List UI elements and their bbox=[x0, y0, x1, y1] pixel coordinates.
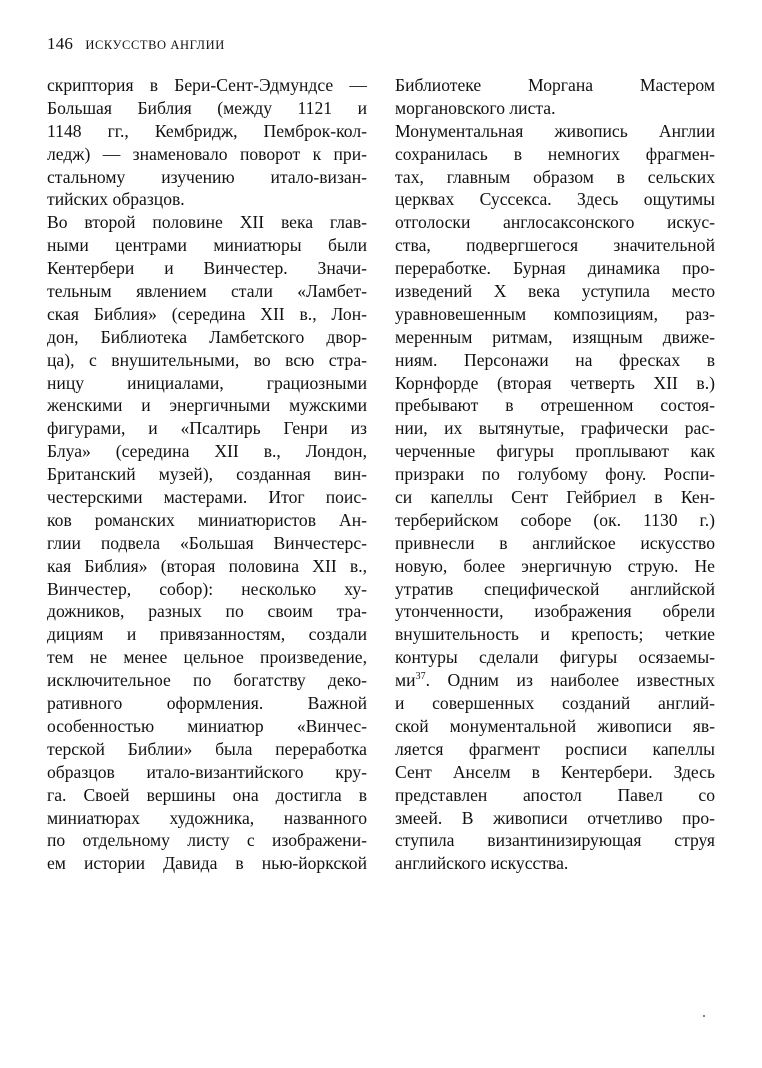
text-line: тийских образцов. bbox=[47, 189, 185, 210]
text-fragment: . Одним из наиболее известных bbox=[425, 670, 715, 691]
text-line: ными центрами миниатюры были bbox=[47, 235, 367, 256]
text-line: тельным явлением стали «Ламбет- bbox=[47, 281, 367, 302]
text-line: новую, более энергичную струю. Не bbox=[395, 555, 715, 576]
text-line: нии, их вытянутые, графически рас- bbox=[395, 418, 715, 439]
right-text-column bbox=[395, 74, 715, 875]
text-line: га. Своей вершины она достигла в bbox=[47, 784, 367, 805]
text-line: утонченности, изображения обрели bbox=[395, 601, 715, 622]
text-line: Сент Анселм в Кентербери. Здесь bbox=[395, 761, 715, 782]
text-fragment: ми bbox=[395, 670, 416, 691]
text-line: кая Библия» (вторая половина XII в., bbox=[47, 555, 367, 576]
text-line: образцов итало-византийского кру- bbox=[47, 761, 367, 782]
page-number: 146 bbox=[47, 34, 74, 53]
print-speck bbox=[703, 1015, 705, 1017]
text-line: дон, Библиотека Ламбетского двор- bbox=[47, 326, 367, 347]
text-line: черченные фигуры проплывают как bbox=[395, 441, 715, 462]
text-line: ницу инициалами, грациозными bbox=[47, 372, 367, 393]
text-line: английского искусства. bbox=[395, 853, 569, 874]
running-header bbox=[47, 34, 225, 54]
text-line: стальному изучению итало-визан- bbox=[47, 166, 367, 187]
text-line: ской монументальной живописи яв- bbox=[395, 715, 715, 736]
text-line: утратив специфической английской bbox=[395, 578, 715, 599]
text-line: Библиотеке Моргана Мастером bbox=[395, 75, 715, 95]
text-line: церквах Суссекса. Здесь ощутимы bbox=[395, 189, 715, 210]
text-line: Кентербери и Винчестер. Значи- bbox=[47, 258, 367, 279]
text-line: Блуа» (середина XII в., Лондон, bbox=[47, 441, 367, 462]
text-line: тем не менее цельное произведение, bbox=[47, 647, 367, 668]
text-line: ства, подвергшегося значительной bbox=[395, 235, 715, 256]
text-line: 1148 гг., Кембридж, Пемброк-кол- bbox=[47, 120, 367, 141]
text-line: ниям. Персонажи на фресках в bbox=[395, 349, 715, 370]
text-line: привнесли в английское искусство bbox=[395, 532, 715, 553]
text-line: пребывают в отрешенном состоя- bbox=[395, 395, 715, 416]
left-text-column bbox=[47, 74, 367, 875]
text-line: отголоски англосаксонского искус- bbox=[395, 212, 715, 233]
text-line: представлен апостол Павел со bbox=[395, 784, 715, 805]
text-line: и совершенных созданий англий- bbox=[395, 693, 715, 714]
text-line: ступила византинизирующая струя bbox=[395, 830, 715, 851]
text-line: си капеллы Сент Гейбриел в Кен- bbox=[395, 487, 715, 508]
text-line: терской Библии» была переработка bbox=[47, 738, 367, 759]
text-line: особенностью миниатюр «Винчес- bbox=[47, 715, 367, 736]
text-line: сохранилась в немногих фрагмен- bbox=[395, 143, 715, 164]
running-title: ИСКУССТВО АНГЛИИ bbox=[85, 38, 225, 52]
text-line: уравновешенным композициям, раз- bbox=[395, 303, 715, 324]
text-line: терберийском соборе (ок. 1130 г.) bbox=[395, 509, 715, 530]
text-line: ративного оформления. Важной bbox=[47, 693, 367, 714]
text-line: тах, главным образом в сельских bbox=[395, 166, 715, 187]
text-line: дожников, разных по своим тра- bbox=[47, 601, 367, 622]
text-line: скриптория в Бери-Сент-Эдмундсе — bbox=[47, 75, 367, 95]
text-line: моргановского листа. bbox=[395, 97, 556, 118]
text-line: ков романских миниатюристов Ан- bbox=[47, 509, 367, 530]
text-line: контуры сделали фигуры осязаемы- bbox=[395, 647, 715, 668]
text-line: фигурами, и «Псалтирь Генри из bbox=[47, 418, 367, 439]
text-line: ем истории Давида в нью-йоркской bbox=[47, 853, 367, 874]
text-line: змеей. В живописи отчетливо про- bbox=[395, 807, 715, 828]
text-line: миниатюрах художника, названного bbox=[47, 807, 367, 828]
text-line: призраки по голубому фону. Роспи- bbox=[395, 464, 715, 485]
text-line: честерскими мастерами. Итог поис- bbox=[47, 487, 367, 508]
text-line bbox=[395, 669, 715, 692]
text-line: Монументальная живопись Англии bbox=[395, 120, 715, 141]
text-line: Во второй половине XII века глав- bbox=[47, 212, 367, 233]
text-line: ца), с внушительными, во всю стра- bbox=[47, 349, 367, 370]
text-line: ляется фрагмент росписи капеллы bbox=[395, 738, 715, 759]
text-line: Корнфорде (вторая четверть XII в.) bbox=[395, 372, 715, 393]
text-line: Большая Библия (между 1121 и bbox=[47, 97, 367, 118]
text-line: по отдельному листу с изображени- bbox=[47, 830, 367, 851]
text-line: внушительность и крепость; четкие bbox=[395, 624, 715, 645]
text-line: Винчестер, собор): несколько ху- bbox=[47, 578, 367, 599]
text-line: переработке. Бурная динамика про- bbox=[395, 258, 715, 279]
text-line: Британский музей), созданная вин- bbox=[47, 464, 367, 485]
text-line: ская Библия» (середина XII в., Лон- bbox=[47, 303, 367, 324]
text-line: дициям и привязанностям, создали bbox=[47, 624, 367, 645]
text-line: женскими и энергичными мужскими bbox=[47, 395, 367, 416]
text-line: ледж) — знаменовало поворот к при- bbox=[47, 143, 367, 164]
text-line: изведений X века уступила место bbox=[395, 281, 715, 302]
footnote-marker: 37 bbox=[415, 671, 426, 683]
text-line: глии подвела «Большая Винчестерс- bbox=[47, 532, 367, 553]
text-line: меренным ритмам, изящным движе- bbox=[395, 326, 715, 347]
text-line: исключительное по богатству деко- bbox=[47, 670, 367, 691]
